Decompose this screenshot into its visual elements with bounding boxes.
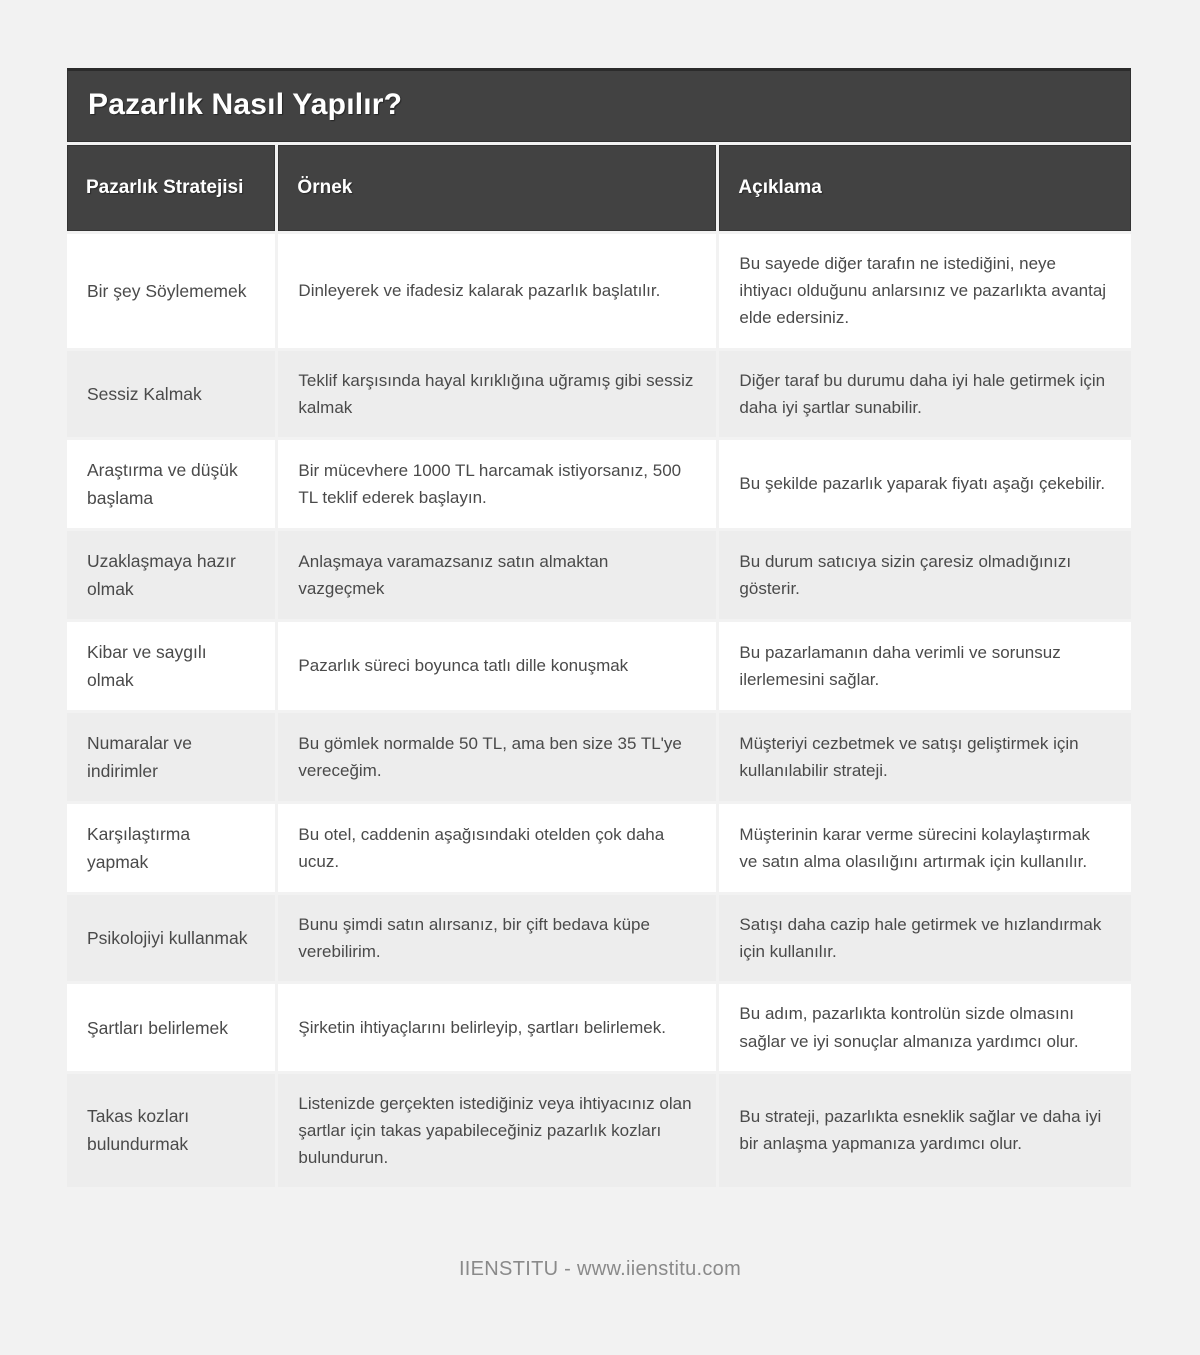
column-header-explanation: Açıklama — [719, 145, 1131, 231]
strategy-cell: Takas kozları bulundurmak — [67, 1074, 275, 1188]
table-row — [67, 622, 1131, 710]
example-cell: Anlaşmaya varamazsanız satın almaktan vazgeçmek — [278, 531, 716, 619]
strategy-cell: Araştırma ve düşük başlama — [67, 440, 275, 528]
strategy-cell: Bir şey Söylememek — [67, 234, 275, 348]
explanation-cell: Diğer taraf bu durumu daha iyi hale getirmek için daha iyi şartlar sunabilir. — [719, 351, 1131, 437]
example-cell: Pazarlık süreci boyunca tatlı dille konuşmak — [278, 622, 716, 710]
explanation-cell: Bu adım, pazarlıkta kontrolün sizde olmasını sağlar ve iyi sonuçlar almanıza yardımcı olur. — [719, 984, 1131, 1070]
title-row — [67, 68, 1131, 142]
explanation-cell: Müşterinin karar verme sürecini kolaylaştırmak ve satın alma olasılığını artırmak için kullanılır. — [719, 804, 1131, 892]
explanation-cell: Bu strateji, pazarlıkta esneklik sağlar ve daha iyi bir anlaşma yapmanıza yardımcı olur. — [719, 1074, 1131, 1188]
strategy-cell: Şartları belirlemek — [67, 984, 275, 1070]
example-cell: Bir mücevhere 1000 TL harcamak istiyorsanız, 500 TL teklif ederek başlayın. — [278, 440, 716, 528]
column-header-example: Örnek — [278, 145, 716, 231]
page-title: Pazarlık Nasıl Yapılır? — [67, 68, 1131, 142]
column-header-row — [67, 145, 1131, 231]
strategy-cell: Sessiz Kalmak — [67, 351, 275, 437]
explanation-cell: Bu sayede diğer tarafın ne istediğini, neye ihtiyacı olduğunu anlarsınız ve pazarlıkta avantaj elde edersiniz. — [719, 234, 1131, 348]
example-cell: Şirketin ihtiyaçlarını belirleyip, şartları belirlemek. — [278, 984, 716, 1070]
explanation-cell: Bu durum satıcıya sizin çaresiz olmadığınızı gösterir. — [719, 531, 1131, 619]
table-row — [67, 713, 1131, 801]
negotiation-table — [64, 65, 1134, 1190]
explanation-cell: Müşteriyi cezbetmek ve satışı geliştirmek için kullanılabilir strateji. — [719, 713, 1131, 801]
example-cell: Listenizde gerçekten istediğiniz veya ihtiyacınız olan şartlar için takas yapabileceğiniz pazarlık kozları bulundurun. — [278, 1074, 716, 1188]
example-cell: Dinleyerek ve ifadesiz kalarak pazarlık başlatılır. — [278, 234, 716, 348]
strategy-cell: Numaralar ve indirimler — [67, 713, 275, 801]
table-row — [67, 234, 1131, 348]
example-cell: Bu otel, caddenin aşağısındaki otelden çok daha ucuz. — [278, 804, 716, 892]
table-row — [67, 895, 1131, 981]
table-row — [67, 531, 1131, 619]
footer-text: IIENSTITU - www.iienstitu.com — [458, 1258, 742, 1280]
example-cell: Teklif karşısında hayal kırıklığına uğramış gibi sessiz kalmak — [278, 351, 716, 437]
strategy-cell: Uzaklaşmaya hazır olmak — [67, 531, 275, 619]
table-row — [67, 440, 1131, 528]
table-row — [67, 351, 1131, 437]
strategy-cell: Karşılaştırma yapmak — [67, 804, 275, 892]
strategy-cell: Psikolojiyi kullanmak — [67, 895, 275, 981]
explanation-cell: Bu şekilde pazarlık yaparak fiyatı aşağı çekebilir. — [719, 440, 1131, 528]
table-row — [67, 984, 1131, 1070]
explanation-cell: Bu pazarlamanın daha verimli ve sorunsuz ilerlemesini sağlar. — [719, 622, 1131, 710]
table-row — [67, 804, 1131, 892]
example-cell: Bunu şimdi satın alırsanız, bir çift bedava küpe verebilirim. — [278, 895, 716, 981]
example-cell: Bu gömlek normalde 50 TL, ama ben size 35 TL'ye vereceğim. — [278, 713, 716, 801]
table-row — [67, 1074, 1131, 1188]
strategy-cell: Kibar ve saygılı olmak — [67, 622, 275, 710]
column-header-strategy: Pazarlık Stratejisi — [67, 145, 275, 231]
explanation-cell: Satışı daha cazip hale getirmek ve hızlandırmak için kullanılır. — [719, 895, 1131, 981]
